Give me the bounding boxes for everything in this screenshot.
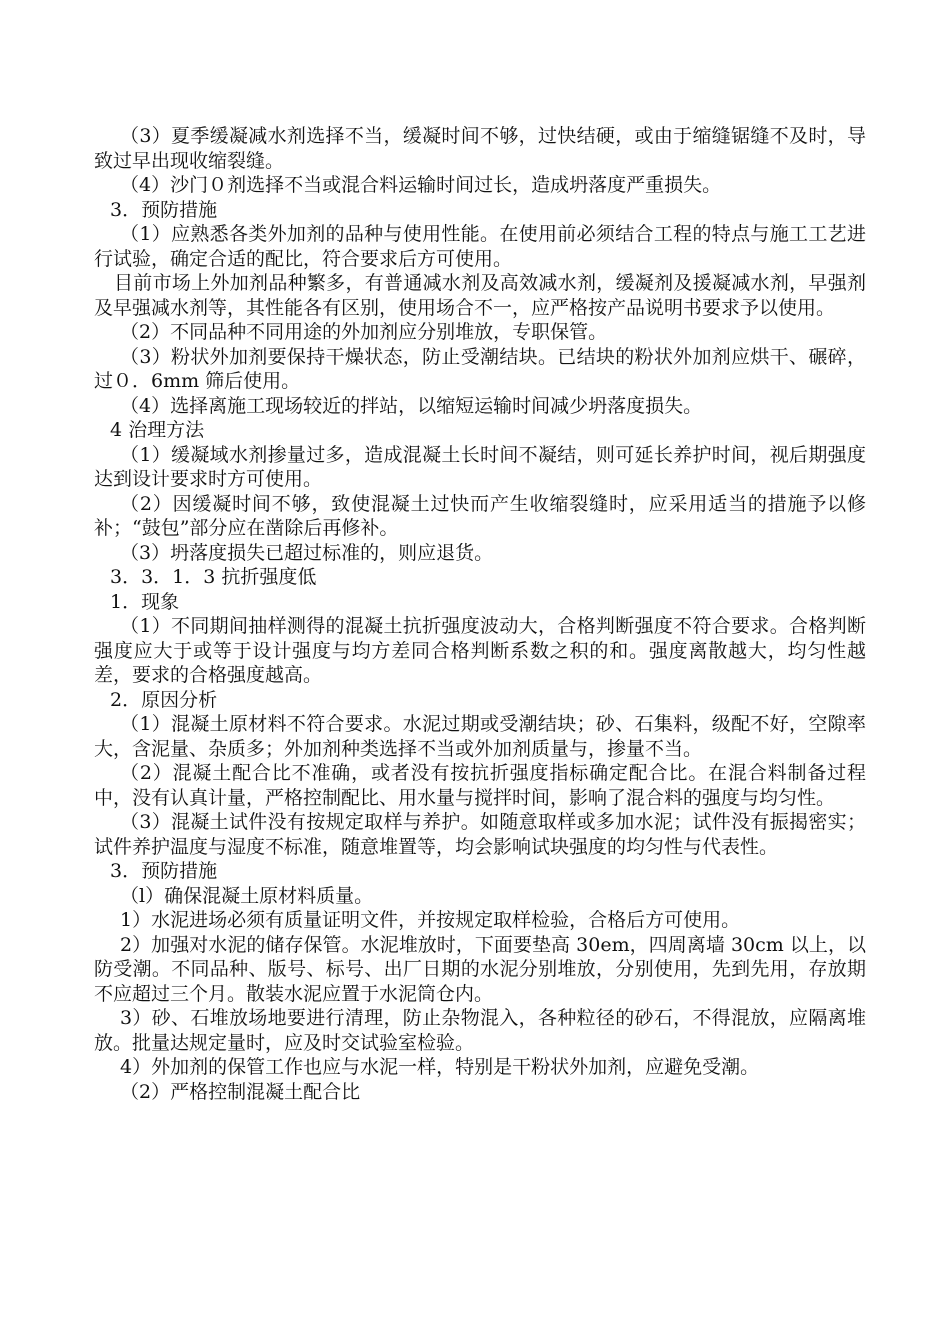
paragraph: （1）不同期间抽样测得的混凝土抗折强度波动大，合格判断强度不符合要求。合格判断强度应大于或等于设计强度与均方差同合格判断系数之积的和。强度离散越大，均匀性越差，要求的合格强度越高。: [94, 615, 866, 686]
paragraph: （3）坍落度损失已超过标准的，则应退货。: [120, 541, 494, 564]
paragraph: （1）缓凝域水剂掺量过多，造成混凝土长时间不凝结，则可延长养护时间，视后期强度达到设计要求时方可使用。: [94, 443, 866, 490]
section-heading: 2．原因分析: [110, 688, 218, 711]
paragraph: 1）水泥进场必须有质量证明文件，并按规定取样检验，合格后方可使用。: [120, 909, 741, 931]
paragraph: （3）混凝土试件没有按规定取样与养护。如随意取样或多加水泥；试件没有振揭密实；试件养护温度与湿度不标准，随意堆置等，均会影响试块强度的均匀性与代表性。: [94, 811, 866, 858]
paragraph: （3）夏季缓凝减水剂选择不当，缓凝时间不够，过快结硬，或由于缩缝锯缝不及时，导致过早出现收缩裂缝。: [94, 125, 866, 172]
paragraph: 目前市场上外加剂品种繁多，有普通减水剂及高效减水剂，缓凝剂及援凝减水剂，早强剂及早强减水剂等，其性能各有区别，使用场合不一，应严格按产品说明书要求予以使用。: [94, 272, 866, 319]
section-heading: 3．预防措施: [110, 860, 218, 882]
paragraph: （1）应熟悉各类外加剂的品种与使用性能。在使用前必须结合工程的特点与施工工艺进行试验，确定合适的配比，符合要求后方可使用。: [94, 223, 866, 270]
paragraph: （2）不同品种不同用途的外加剂应分别堆放，专职保管。: [120, 321, 608, 343]
paragraph: （l）确保混凝土原材料质量。: [120, 884, 374, 907]
paragraph: 3）砂、石堆放场地要进行清理，防止杂物混入，各种粒径的砂石，不得混放，应隔离堆放。批量达规定量时，应及时交试验室检验。: [94, 1007, 866, 1054]
paragraph: （2）因缓凝时间不够，致使混凝土过快而产生收缩裂缝时，应采用适当的措施予以修补；“鼓包”部分应在凿除后再修补。: [94, 492, 866, 539]
section-heading: 1．现象: [110, 590, 180, 613]
paragraph: （2）严格控制混凝土配合比: [120, 1080, 361, 1103]
section-heading: 3．预防措施: [110, 198, 218, 221]
section-heading: 3．3．1．3 抗折强度低: [110, 566, 317, 588]
paragraph: （4）沙门０剂选择不当或混合料运输时间过长，造成坍落度严重损失。: [120, 174, 722, 196]
paragraph: （3）粉状外加剂要保持干燥状态，防止受潮结块。已结块的粉状外加剂应烘干、碾碎，过０．6mm 筛后使用。: [94, 345, 866, 392]
paragraph: 4）外加剂的保管工作也应与水泥一样，特别是干粉状外加剂，应避免受潮。: [120, 1056, 760, 1078]
paragraph: 2）加强对水泥的储存保管。水泥堆放时，下面要垫高 30em，四周离墙 30cm 以上，以防受潮。不同品种、版号、标号、出厂日期的水泥分别堆放，分别使用，先到先用，存放期不应超过三个月。散装水泥应置于水泥筒仓内。: [94, 933, 866, 1005]
document-body: [94, 124, 866, 1104]
paragraph: （4）选择离施工现场较近的拌站，以缩短运输时间减少坍落度损失。: [120, 394, 703, 417]
paragraph: （2）混凝土配合比不准确，或者没有按抗折强度指标确定配合比。在混合料制备过程中，没有认真计量，严格控制配比、用水量与搅拌时间，影响了混合料的强度与均匀性。: [94, 762, 866, 809]
section-heading: 4 治理方法: [110, 419, 205, 441]
paragraph: （1）混凝土原材料不符合要求。水泥过期或受潮结块；砂、石集料，级配不好，空隙率大，含泥量、杂质多；外加剂种类选择不当或外加剂质量与，掺量不当。: [94, 713, 866, 760]
